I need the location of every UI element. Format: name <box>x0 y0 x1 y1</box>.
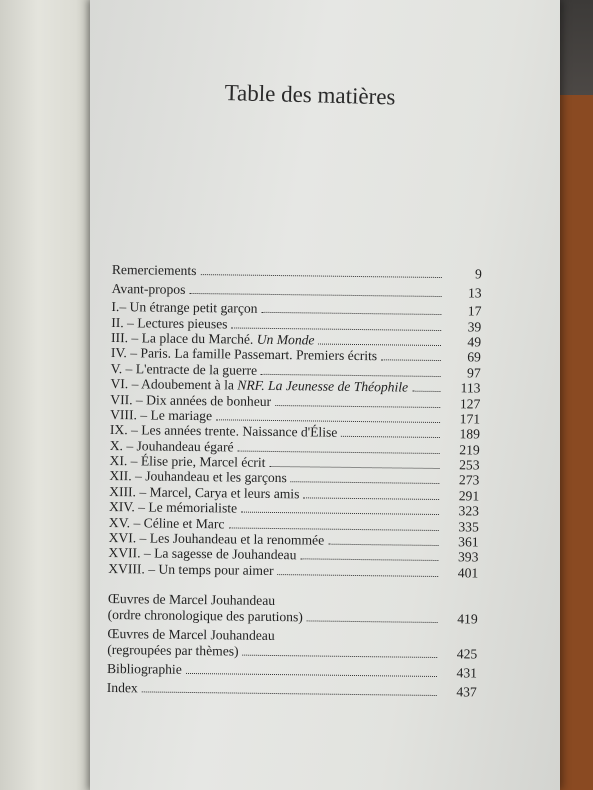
entry-title-text: II. – Lectures pieuses <box>111 314 228 331</box>
entry-page-number: 113 <box>460 380 481 396</box>
appendix-entry <box>107 641 477 662</box>
entry-title-text: Avant-propos <box>111 280 186 297</box>
appendix-entry <box>107 660 477 681</box>
entry-title-text: XI. – Élise prie, Marcel écrit <box>109 453 266 470</box>
appendix-title: Bibliographie <box>106 660 182 677</box>
page-title: Table des matières <box>224 80 396 110</box>
entry-title <box>109 453 265 470</box>
dot-leader <box>261 374 441 377</box>
entry-title-text: VII. – Dix années de bonheur <box>110 391 272 409</box>
entry-title <box>110 407 212 423</box>
dot-leader <box>278 574 439 577</box>
appendix-entry <box>108 606 478 627</box>
entry-title-text: VI. – Adoubement à la <box>110 376 238 393</box>
entry-title-text: III. – La place du Marché. <box>110 329 257 347</box>
entry-page-number: 171 <box>459 411 481 427</box>
appendix-title: Index <box>106 679 138 696</box>
entry-title <box>110 438 234 455</box>
adjacent-page <box>0 0 95 790</box>
entry-page-number: 39 <box>467 318 482 335</box>
entry-title <box>110 392 271 409</box>
appendix-page-number: 425 <box>456 646 478 662</box>
dot-leader <box>318 343 441 345</box>
entry-page-number: 69 <box>467 349 481 365</box>
appendix-title: Œuvres de Marcel Jouhandeau <box>107 625 275 643</box>
entry-page-number: 253 <box>459 457 480 473</box>
dot-leader <box>228 527 438 531</box>
dot-leader <box>381 360 441 362</box>
dot-leader <box>300 559 438 562</box>
entry-page-number: 49 <box>467 334 482 350</box>
entry-title <box>111 361 258 378</box>
toc-entry <box>108 560 478 580</box>
entry-title-italic: Un Monde <box>256 331 315 348</box>
entry-title <box>112 262 197 278</box>
dot-leader <box>231 327 441 331</box>
dot-leader <box>200 274 441 278</box>
entry-title-text: XVI. – Les Jouhandeau et la renommée <box>108 530 325 548</box>
entry-page-number: 291 <box>458 488 480 504</box>
entry-title <box>109 499 237 516</box>
dot-leader <box>269 466 439 469</box>
appendix-subtitle: (regroupées par thèmes) <box>107 641 239 659</box>
table-of-contents <box>107 262 482 699</box>
entry-page-number: 401 <box>457 565 479 581</box>
appendix-page-number: 437 <box>456 684 477 700</box>
entry-title <box>112 281 186 297</box>
dot-leader <box>241 512 439 515</box>
entry-title <box>108 545 296 562</box>
appendix-subtitle: (ordre chronologique des parutions) <box>107 606 303 625</box>
entry-title-text: IX. – Les années trente. Naissance d'Élise <box>109 422 338 441</box>
entry-page-number: 273 <box>458 472 480 488</box>
entry-title-text: V. – L'entracte de la guerre <box>110 360 258 378</box>
toc-entry <box>112 280 482 300</box>
entry-page-number: 323 <box>458 503 480 519</box>
appendix-title: Œuvres de Marcel Jouhandeau <box>107 590 276 608</box>
dot-leader <box>186 673 437 677</box>
entry-title-text: XVIII. – Un temps pour aimer <box>108 560 274 578</box>
spacer <box>279 640 472 642</box>
toc-entry <box>112 262 482 282</box>
entry-page-number: 17 <box>467 303 482 319</box>
dot-leader <box>328 544 438 546</box>
entry-title-text: Remerciements <box>111 262 197 279</box>
entry-page-number: 97 <box>466 365 481 381</box>
dot-leader <box>216 419 440 423</box>
dot-leader <box>243 654 438 657</box>
entry-title-text: XIII. – Marcel, Carya et leurs amis <box>109 483 300 502</box>
entry-title-text: XVII. – La sagesse de Jouhandeau <box>108 545 297 563</box>
entry-page-number: 9 <box>474 266 482 282</box>
dot-leader <box>238 450 440 453</box>
entry-page-number: 219 <box>459 441 480 458</box>
dot-leader <box>412 391 440 392</box>
entry-title <box>111 315 227 331</box>
entry-title-text: XIV. – Le mémorialiste <box>108 499 238 516</box>
entry-title <box>111 299 257 316</box>
dot-leader <box>142 691 437 696</box>
entry-page-number: 335 <box>458 518 479 535</box>
entry-title-text: XV. – Céline et Marc <box>108 514 225 532</box>
entry-page-number: 361 <box>458 534 479 550</box>
entry-page-number: 127 <box>459 395 481 412</box>
spacer <box>279 605 472 607</box>
dot-leader <box>341 436 440 438</box>
appendix-page-number: 419 <box>457 611 478 627</box>
entry-title-text: X. – Jouhandeau égaré <box>109 437 234 455</box>
entry-title-text: XII. – Jouhandeau et les garçons <box>109 468 287 486</box>
entry-title-italic: NRF. La Jeunesse de Théophile <box>237 377 409 395</box>
entry-title-text: I.– Un étrange petit garçon <box>111 299 258 316</box>
entry-title <box>109 484 299 501</box>
entry-title-text: IV. – Paris. La famille Passemart. Premiers écrits <box>110 345 378 364</box>
dot-leader <box>275 405 440 408</box>
entry-title <box>109 468 287 485</box>
appendix-page-number: 431 <box>456 665 478 681</box>
dot-leader <box>291 482 440 485</box>
entry-title <box>108 561 274 578</box>
entry-page-number: 393 <box>457 549 479 565</box>
entry-page-number: 13 <box>467 285 482 301</box>
dot-leader <box>189 293 441 297</box>
dot-leader <box>303 497 439 500</box>
entry-title-text: VIII. – Le mariage <box>110 406 213 424</box>
entry-title <box>109 515 225 531</box>
dot-leader <box>261 312 441 315</box>
entry-page-number: 189 <box>459 426 481 442</box>
dot-leader <box>307 620 438 623</box>
